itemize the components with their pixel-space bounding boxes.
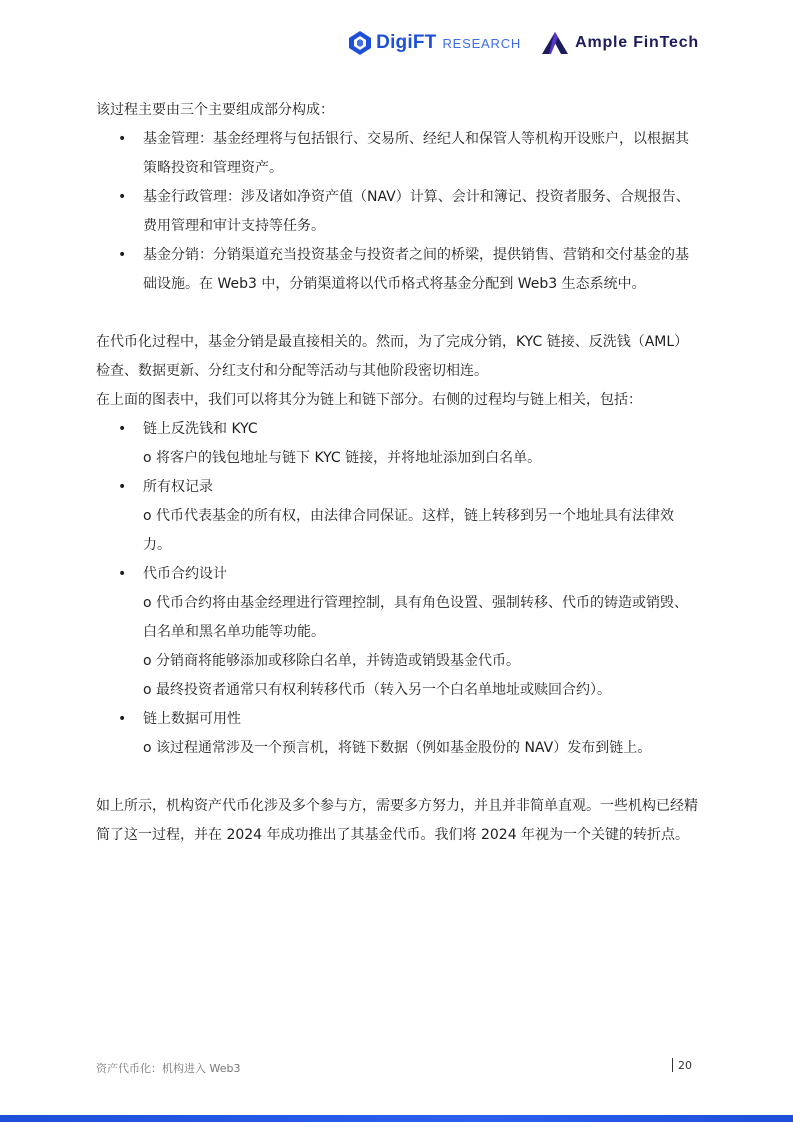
page-number-text: 20: [678, 1058, 692, 1072]
list-item-text: 基金行政管理：涉及诸如净资产值（NAV）计算、会计和簿记、投资者服务、合规报告、费用管理和审计支持等任务。: [143, 189, 690, 234]
footer-title: 资产代币化：机构进入 Web3: [96, 1062, 241, 1075]
components-list: [96, 125, 700, 299]
spacer: [96, 299, 700, 328]
list-item: [96, 241, 700, 299]
list-item: [96, 415, 700, 473]
page-header: [348, 28, 699, 58]
bullet-icon: •: [118, 421, 127, 437]
intro-paragraph: 该过程主要由三个主要组成部分构成：: [96, 102, 334, 118]
onchain-intro-paragraph: 在上面的图表中，我们可以将其分为链上和链下部分。右侧的过程均与链上相关，包括：: [96, 392, 642, 408]
bullet-icon: •: [118, 189, 127, 205]
list-item-title: 代币合约设计: [143, 566, 227, 582]
bullet-icon: •: [118, 247, 127, 263]
main-content: [96, 96, 700, 850]
distribution-paragraph: 在代币化过程中，基金分销是最直接相关的。然而，为了完成分销，KYC 链接、反洗钱（AML）检查、数据更新、分红支付和分配等活动与其他阶段密切相连。: [96, 334, 689, 379]
sub-item: o 将客户的钱包地址与链下 KYC 链接，并将地址添加到白名单。: [143, 450, 542, 466]
digift-name: DigiFT: [376, 32, 437, 53]
bullet-icon: •: [118, 711, 127, 727]
list-item-text: 基金管理：基金经理将与包括银行、交易所、经纪人和保管人等机构开设账户，以根据其策略投资和管理资产。: [143, 131, 689, 176]
list-item-title: 链上反洗钱和 KYC: [143, 421, 258, 437]
sub-item: o 最终投资者通常只有权利转移代币（转入另一个白名单地址或赎回合约）。: [143, 682, 612, 698]
list-item: [96, 125, 700, 183]
list-item-title: 链上数据可用性: [143, 711, 241, 727]
bottom-accent-band: [0, 1115, 793, 1122]
list-item-text: 基金分销：分销渠道充当投资基金与投资者之间的桥梁，提供销售、营销和交付基金的基础设施。在 Web3 中，分销渠道将以代币格式将基金分配到 Web3 生态系统中。: [143, 247, 689, 292]
list-item-title: 所有权记录: [143, 479, 213, 495]
digift-mark-icon: [348, 30, 372, 56]
onchain-list: [96, 415, 700, 763]
ample-name: Ample FinTech: [575, 34, 699, 51]
list-item: [96, 705, 700, 763]
sub-item: o 该过程通常涉及一个预言机，将链下数据（例如基金股份的 NAV）发布到链上。: [143, 740, 652, 756]
digift-research: RESEARCH: [442, 35, 522, 51]
bullet-icon: •: [118, 479, 127, 495]
bullet-icon: •: [118, 566, 127, 582]
ample-mark-icon: [541, 31, 569, 55]
ample-logo: [541, 31, 699, 55]
sub-item: o 分销商将能够添加或移除白名单，并铸造或销毁基金代币。: [143, 653, 521, 669]
list-item: [96, 183, 700, 241]
conclusion-paragraph: 如上所示，机构资产代币化涉及多个参与方，需要多方努力，并且并非简单直观。一些机构已经精简了这一过程，并在 2024 年成功推出了其基金代币。我们将 2024 年视为一个关键的转折点。: [96, 798, 698, 843]
page-number: [672, 1058, 692, 1072]
footer-divider: [672, 1058, 673, 1072]
list-item: [96, 560, 700, 705]
list-item: [96, 473, 700, 560]
sub-item: o 代币代表基金的所有权，由法律合同保证。这样，链上转移到另一个地址具有法律效力。: [143, 508, 675, 553]
sub-item: o 代币合约将由基金经理进行管理控制，具有角色设置、强制转移、代币的铸造或销毁、白名单和黑名单功能等功能。: [143, 595, 689, 640]
bullet-icon: •: [118, 131, 127, 147]
digift-logo: [348, 30, 521, 56]
spacer: [96, 763, 700, 792]
